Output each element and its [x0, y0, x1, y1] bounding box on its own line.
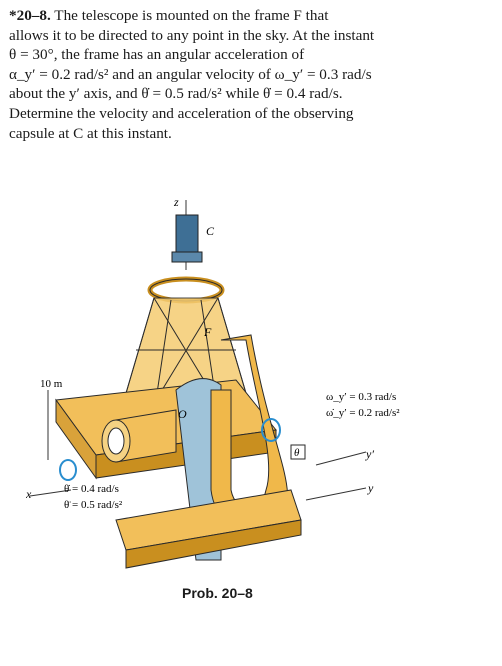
- dimension-label: 10 m: [40, 378, 63, 390]
- x-label: x: [26, 487, 32, 501]
- z-label: z: [174, 195, 179, 209]
- capsule-base: [172, 252, 202, 262]
- theta-label: θ: [294, 447, 300, 459]
- telescope-figure: [26, 190, 446, 570]
- problem-line-1: *20–8. The telescope is mounted on the frame F that: [9, 7, 329, 24]
- y-axis: [306, 488, 366, 500]
- theta-dot-annotation: θ̇ = 0.4 rad/s: [64, 483, 119, 495]
- problem-line-6: Determine the velocity and acceleration of the observing: [9, 104, 354, 122]
- problem-number: *20–8.: [9, 7, 51, 24]
- problem-line-4: α_y′ = 0.2 rad/s² and an angular velocity of ω_y′ = 0.3 rad/s: [9, 65, 372, 83]
- problem-line-2: allows it to be directed to any point in the sky. At the instant: [9, 26, 375, 44]
- theta-ddot-annotation: θ̈ = 0.5 rad/s²: [64, 499, 123, 511]
- telescope-illustration: [26, 190, 446, 570]
- y-prime-label: y′: [366, 447, 374, 461]
- rotation-arrow-theta: [60, 460, 76, 480]
- y-label: y: [368, 481, 374, 495]
- omega-y-annotation: ω_y′ = 0.3 rad/s: [326, 391, 397, 403]
- problem-line-3: θ = 30°, the frame has an angular acceleration of: [9, 46, 305, 64]
- capsule-body: [176, 215, 198, 255]
- figure-caption: Prob. 20–8: [182, 585, 253, 601]
- problem-line-5: about the y′ axis, and θ̇ = 0.5 rad/s² while θ̇ = 0.4 rad/s.: [9, 85, 343, 103]
- capsule-label: C: [206, 224, 215, 238]
- problem-line-7: capsule at C at this instant.: [9, 124, 172, 142]
- omega-dot-y-annotation: ω̇_y′ = 0.2 rad/s²: [326, 407, 400, 419]
- y-prime-axis: [316, 452, 366, 465]
- problem-statement: [9, 6, 494, 143]
- frame-label: F: [204, 325, 212, 339]
- origin-label: O: [178, 407, 187, 421]
